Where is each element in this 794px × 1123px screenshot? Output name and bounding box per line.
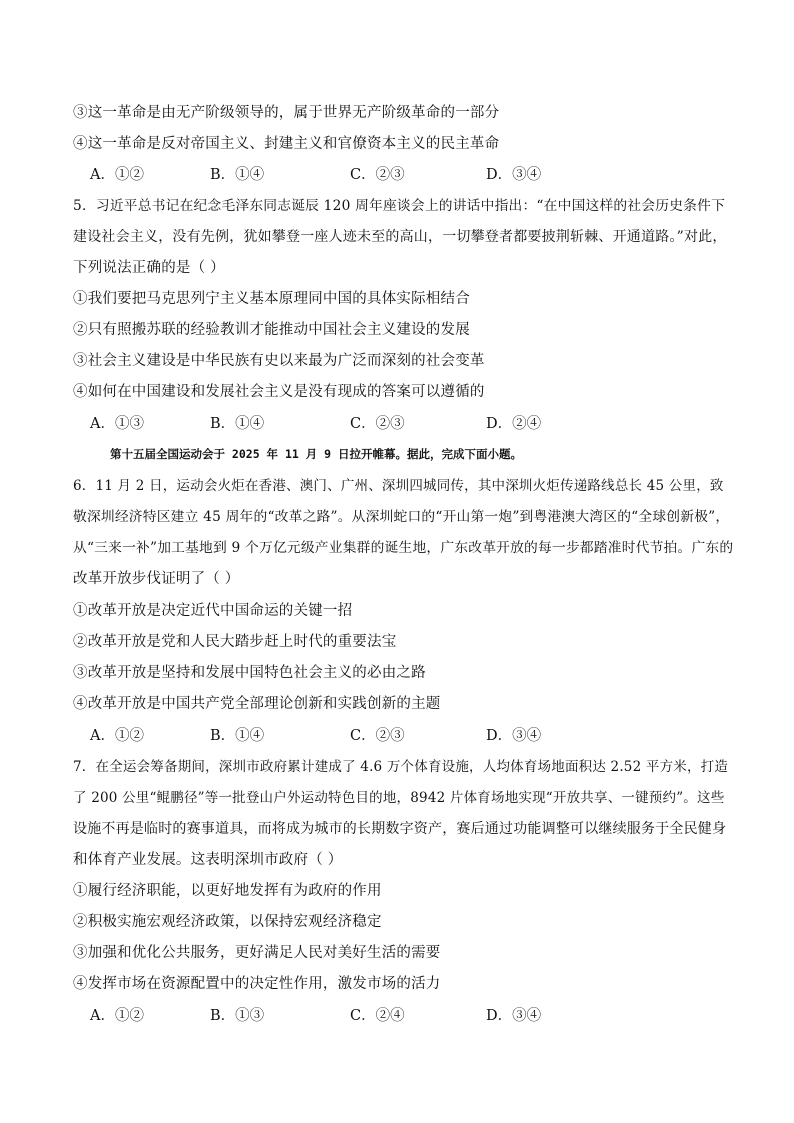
q5-option-d: D．②④ [486, 416, 542, 432]
q7-statement-4: ④发挥市场在资源配置中的决定性作用，激发市场的活力 [73, 976, 441, 992]
q7-statement-2: ②积极实施宏观经济政策，以保持宏观经济稳定 [73, 914, 382, 930]
q7-option-d: D．③④ [486, 1008, 542, 1024]
q6-option-c: C．②③ [350, 728, 405, 744]
q4-option-d: D．③④ [486, 167, 542, 183]
q6-statement-3: ③改革开放是坚持和发展中国特色社会主义的必由之路 [73, 665, 426, 681]
q4-statement-4: ④这一革命是反对帝国主义、封建主义和官僚资本主义的民主革命 [73, 136, 500, 152]
q6-option-b: B．①④ [210, 728, 265, 744]
q5-statement-4: ④如何在中国建设和发展社会主义是没有现成的答案可以遵循的 [73, 384, 485, 400]
q7-option-b: B．①③ [210, 1008, 265, 1024]
q5-stem-line-2: 建设社会主义，没有先例，犹如攀登一座人迹未至的高山，一切攀登者都要披荆斩棘、开通道路。”对此， [73, 229, 727, 245]
q7-stem-line-2: 了 200 公里“鲲鹏径”等一批登山户外运动特色目的地，8942 片体育场地实现“开放共享、一键预约”。这些 [73, 790, 725, 806]
q7-option-a: A．①② [90, 1008, 144, 1024]
q7-statement-1: ①履行经济职能，以更好地发挥有为政府的作用 [73, 883, 382, 899]
q6-statement-2: ②改革开放是党和人民大踏步赶上时代的重要法宝 [73, 634, 397, 650]
q4-option-c: C．②③ [350, 167, 405, 183]
q4-options [90, 165, 650, 185]
q7-stem-line-4: 和体育产业发展。这表明深圳市政府（ ） [73, 852, 343, 868]
q7-stem-line-1: 7．在全运会筹备期间，深圳市政府累计建成了 4.6 万个体育设施，人均体育场地面积达 2.52 平方米，打造 [73, 759, 729, 775]
q6-stem-line-1: 6．11 月 2 日，运动会火炬在香港、澳门、广州、深圳四城同传，其中深圳火炬传递路线总长 45 公里，致 [73, 478, 724, 494]
q5-statement-3: ③社会主义建设是中华民族有史以来最为广泛而深刻的社会变革 [73, 353, 485, 369]
q6-stem-line-3: 从“三来一补”加工基地到 9 个万亿元级产业集群的诞生地，广东改革开放的每一步都踏准时代节拍。广东的 [73, 540, 734, 556]
q6-statement-1: ①改革开放是决定近代中国命运的关键一招 [73, 603, 353, 619]
q4-option-a: A．①② [90, 167, 144, 183]
q6-stem-line-2: 敬深圳经济特区建立 45 周年的“改革之路”。从深圳蛇口的“开山第一炮”到粤港澳大湾区的“全球创新极”， [73, 509, 730, 525]
q5-stem-line-1: 5．习近平总书记在纪念毛泽东同志诞辰 120 周年座谈会上的讲话中指出：“在中国这样的社会历史条件下 [73, 198, 726, 214]
q6-options [90, 726, 650, 746]
q4-statement-3: ③这一革命是由无产阶级领导的，属于世界无产阶级革命的一部分 [73, 105, 500, 121]
q5-option-b: B．①④ [210, 416, 265, 432]
q5-option-a: A．①③ [90, 416, 144, 432]
q6-stem-line-4: 改革开放步伐证明了（ ） [73, 571, 240, 587]
q5-stem-line-3: 下列说法正确的是（ ） [73, 260, 225, 276]
q5-option-c: C．②③ [350, 416, 405, 432]
q4-option-b: B．①④ [210, 167, 265, 183]
q5-statement-2: ②只有照搬苏联的经验教训才能推动中国社会主义建设的发展 [73, 322, 470, 338]
q6-option-d: D．③④ [486, 728, 542, 744]
q5-options [90, 414, 650, 434]
q7-stem-line-3: 设施不再是临时的赛事道具，而将成为城市的长期数字资产，赛后通过功能调整可以继续服务于全民健身 [73, 821, 727, 837]
q5-statement-1: ①我们要把马克思列宁主义基本原理同中国的具体实际相结合 [73, 291, 470, 307]
q7-options [90, 1006, 650, 1026]
q6-option-a: A．①② [90, 728, 144, 744]
q7-statement-3: ③加强和优化公共服务，更好满足人民对美好生活的需要 [73, 945, 441, 961]
q7-option-c: C．②④ [350, 1008, 405, 1024]
material-intro: 第十五届全国运动会于 2025 年 11 月 9 日拉开帷幕。据此，完成下面小题。 [110, 447, 523, 461]
q6-statement-4: ④改革开放是中国共产党全部理论创新和实践创新的主题 [73, 696, 441, 712]
